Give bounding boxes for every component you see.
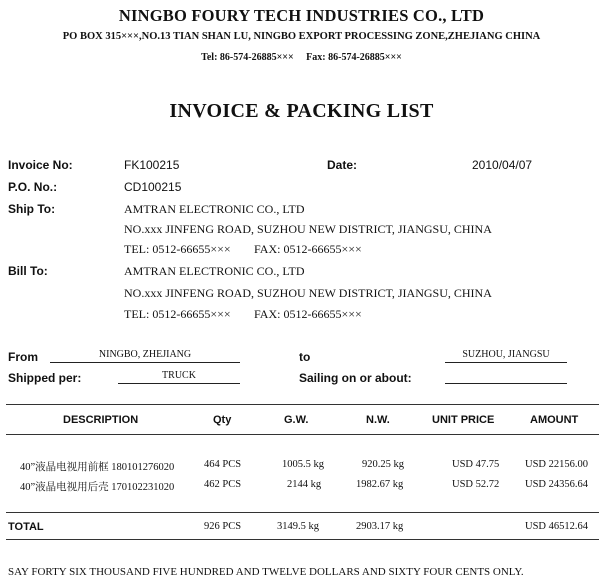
header-bottom-rule bbox=[6, 434, 599, 435]
ship-to-fax: FAX: 0512-66655××× bbox=[254, 242, 362, 256]
document-title: INVOICE & PACKING LIST bbox=[169, 100, 434, 122]
from-label: From bbox=[8, 350, 38, 364]
bill-to-tel: TEL: 0512-66655××× bbox=[124, 307, 231, 321]
row-amount: USD 22156.00 bbox=[525, 459, 589, 470]
date-label: Date: bbox=[327, 158, 358, 172]
total-top-rule bbox=[6, 512, 599, 513]
to-label: to bbox=[299, 350, 311, 364]
company-tel: Tel: 86-574-26885××× bbox=[201, 52, 294, 63]
row-gw: 1005.5 kg bbox=[282, 459, 324, 470]
col-header-gw: G.W. bbox=[284, 414, 309, 426]
col-header-amount: AMOUNT bbox=[530, 414, 579, 426]
po-no-value: CD100215 bbox=[124, 180, 182, 194]
ship-to-label: Ship To: bbox=[8, 202, 56, 216]
ship-to-tel: TEL: 0512-66655××× bbox=[124, 242, 231, 256]
col-header-nw: N.W. bbox=[366, 414, 390, 426]
bill-to-label: Bill To: bbox=[8, 264, 48, 278]
from-value: NINGBO, ZHEJIANG bbox=[50, 349, 240, 363]
ship-to-address: NO.xxx JINFENG ROAD, SUZHOU NEW DISTRICT, JIANGSU, CHINA bbox=[124, 222, 492, 236]
col-header-qty: Qty bbox=[213, 414, 232, 426]
row-description: 40”液晶电视用后壳 170102231020 bbox=[20, 482, 175, 493]
table-top-rule bbox=[6, 404, 599, 405]
row-gw: 2144 kg bbox=[287, 479, 322, 490]
row-nw: 1982.67 kg bbox=[356, 479, 404, 490]
total-bottom-rule bbox=[6, 539, 599, 540]
to-value: SUZHOU, JIANGSU bbox=[445, 349, 567, 363]
row-unit-price: USD 47.75 bbox=[452, 459, 500, 470]
shipped-per-label: Shipped per: bbox=[8, 371, 82, 385]
company-address: PO BOX 315×××,NO.13 TIAN SHAN LU, NINGBO EXPORT PROCESSING ZONE,ZHEJIANG CHINA bbox=[62, 31, 541, 42]
col-header-description: DESCRIPTION bbox=[63, 414, 139, 426]
row-qty: 464 PCS bbox=[204, 459, 242, 470]
total-gw: 3149.5 kg bbox=[277, 521, 319, 532]
company-contact bbox=[0, 52, 603, 63]
col-header-unit-price: UNIT PRICE bbox=[432, 414, 495, 426]
total-label: TOTAL bbox=[8, 521, 44, 533]
row-amount: USD 24356.64 bbox=[525, 479, 589, 490]
invoice-no-value: FK100215 bbox=[124, 158, 180, 172]
row-description: 40”液晶电视用前框 180101276020 bbox=[20, 462, 175, 473]
row-qty: 462 PCS bbox=[204, 479, 242, 490]
total-nw: 2903.17 kg bbox=[356, 521, 404, 532]
total-amount: USD 46512.64 bbox=[525, 521, 589, 532]
date-value: 2010/04/07 bbox=[472, 158, 533, 172]
row-unit-price: USD 52.72 bbox=[452, 479, 500, 490]
po-no-label: P.O. No.: bbox=[8, 180, 58, 194]
amount-in-words: SAY FORTY SIX THOUSAND FIVE HUNDRED AND TWELVE DOLLARS AND SIXTY FOUR CENTS ONLY. bbox=[8, 566, 524, 578]
sailing-label: Sailing on or about: bbox=[299, 371, 412, 385]
invoice-no-label: Invoice No: bbox=[8, 158, 73, 172]
sailing-value bbox=[445, 370, 567, 384]
bill-to-address: NO.xxx JINFENG ROAD, SUZHOU NEW DISTRICT, JIANGSU, CHINA bbox=[124, 286, 492, 300]
bill-to-name: AMTRAN ELECTRONIC CO., LTD bbox=[124, 264, 305, 278]
shipped-per-value: TRUCK bbox=[118, 370, 240, 384]
company-name: NINGBO FOURY TECH INDUSTRIES CO., LTD bbox=[118, 6, 485, 25]
ship-to-name: AMTRAN ELECTRONIC CO., LTD bbox=[124, 202, 305, 216]
bill-to-fax: FAX: 0512-66655××× bbox=[254, 307, 362, 321]
company-fax: Fax: 86-574-26885××× bbox=[306, 52, 402, 63]
row-nw: 920.25 kg bbox=[362, 459, 404, 470]
total-qty: 926 PCS bbox=[204, 521, 242, 532]
